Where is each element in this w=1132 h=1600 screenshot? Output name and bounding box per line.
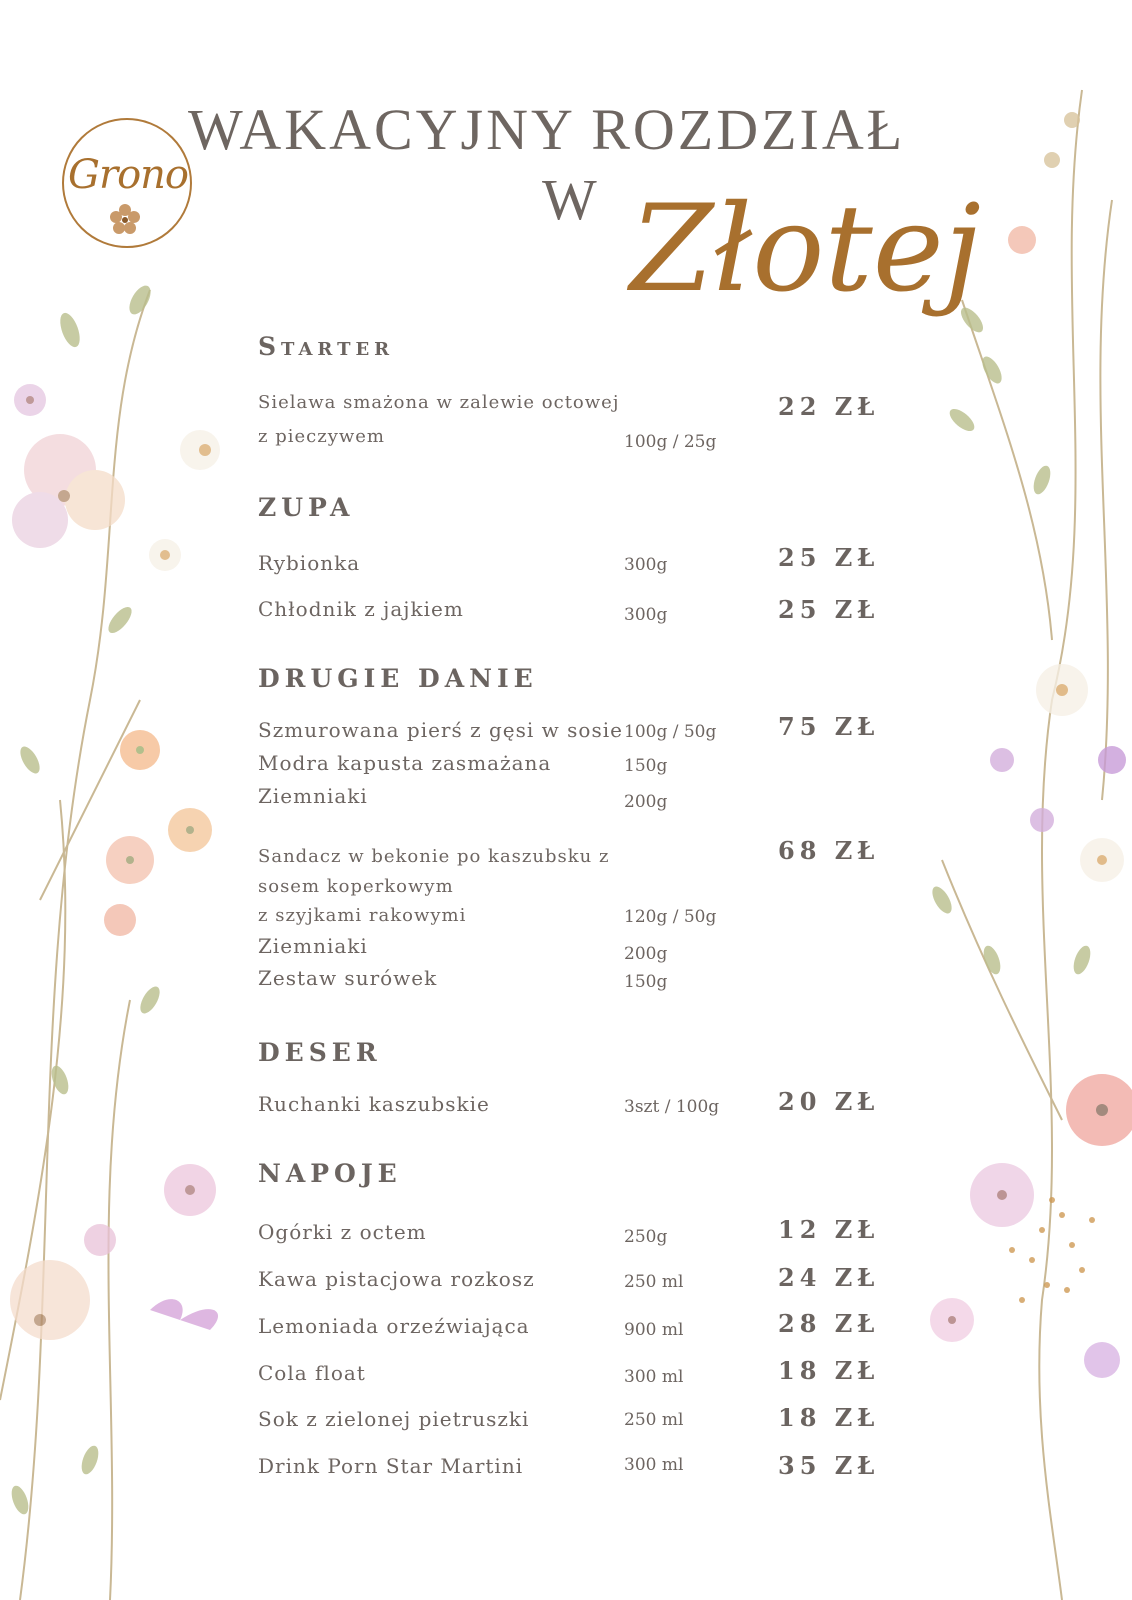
section-heading-starter [258, 332, 394, 361]
menu-item-weight: 150g [624, 756, 668, 776]
menu-item-name: Ziemniaki [258, 784, 368, 808]
menu-item-price: 35 ZŁ [778, 1451, 880, 1480]
menu-item-name: Modra kapusta zasmażana [258, 751, 552, 775]
menu-item-name: Zestaw surówek [258, 966, 438, 990]
menu-item-weight: 100g / 50g [624, 722, 717, 742]
section-heading-zupa: ZUPA [258, 493, 355, 522]
menu-item-name: Ruchanki kaszubskie [258, 1092, 490, 1116]
menu-item-name: Drink Porn Star Martini [258, 1454, 524, 1478]
menu-item-name: Ogórki z octem [258, 1220, 427, 1244]
menu-item-price: 20 ZŁ [778, 1087, 880, 1116]
menu-item-weight: 120g / 50g [624, 907, 717, 927]
menu-item-price: 68 ZŁ [778, 836, 880, 865]
menu-item-price: 18 ZŁ [778, 1356, 880, 1385]
section-heading-text: Starter [258, 332, 395, 361]
menu-item-weight: 250 ml [624, 1272, 684, 1292]
menu-item-price: 75 ZŁ [778, 712, 880, 741]
menu-item-price: 22 ZŁ [778, 392, 880, 421]
title-w: W [542, 167, 597, 232]
menu-item-name: Ziemniaki [258, 934, 368, 958]
menu-item-price: 25 ZŁ [778, 543, 880, 572]
menu-item-weight: 900 ml [624, 1320, 684, 1340]
menu-item-weight: 3szt / 100g [624, 1097, 720, 1117]
menu-item-name: z szyjkami rakowymi [258, 905, 467, 926]
menu-item-weight: 250 ml [624, 1410, 684, 1430]
menu-item-name: Sok z zielonej pietruszki [258, 1407, 530, 1431]
menu-item-weight: 300g [624, 605, 668, 625]
menu-item-weight: 150g [624, 972, 668, 992]
menu-item-name: sosem koperkowym [258, 876, 454, 897]
logo-text: Grono [68, 152, 188, 198]
menu-item-weight: 200g [624, 792, 668, 812]
menu-item-weight: 200g [624, 944, 668, 964]
menu-item-name: Rybionka [258, 551, 361, 575]
menu-item-weight: 100g / 25g [624, 432, 717, 452]
logo [62, 118, 194, 250]
menu-item-name: Kawa pistacjowa rozkosz [258, 1267, 535, 1291]
menu-item-name: Cola float [258, 1361, 366, 1385]
logo-flower-icon [108, 202, 142, 236]
menu-item-name: Chłodnik z jajkiem [258, 597, 464, 621]
page-title: WAKACYJNY ROZDZIAŁ [188, 97, 906, 162]
menu-item-name: Szmurowana pierś z gęsi w sosie [258, 718, 623, 742]
menu-item-name: Sandacz w bekonie po kaszubsku z [258, 846, 610, 867]
menu-item-name: Sielawa smażona w zalewie octowej [258, 392, 620, 413]
menu-item-weight: 300g [624, 555, 668, 575]
menu-item-weight: 300 ml [624, 1455, 684, 1475]
title-script [620, 160, 981, 370]
menu-item-weight: 300 ml [624, 1367, 684, 1387]
menu-item-price: 28 ZŁ [778, 1309, 880, 1338]
menu-item-price: 18 ZŁ [778, 1403, 880, 1432]
title-script-text: Złotej [630, 180, 981, 319]
menu-item-weight: 250g [624, 1227, 668, 1247]
menu-item-price: 24 ZŁ [778, 1263, 880, 1292]
section-heading-napoje: NAPOJE [258, 1159, 402, 1188]
menu-item-price: 12 ZŁ [778, 1215, 880, 1244]
section-heading-drugie-danie: DRUGIE DANIE [258, 664, 538, 693]
menu-item-name: Lemoniada orzeźwiająca [258, 1314, 530, 1338]
menu-item-name: z pieczywem [258, 426, 385, 447]
menu-item-price: 25 ZŁ [778, 595, 880, 624]
section-heading-deser: DESER [258, 1038, 382, 1067]
